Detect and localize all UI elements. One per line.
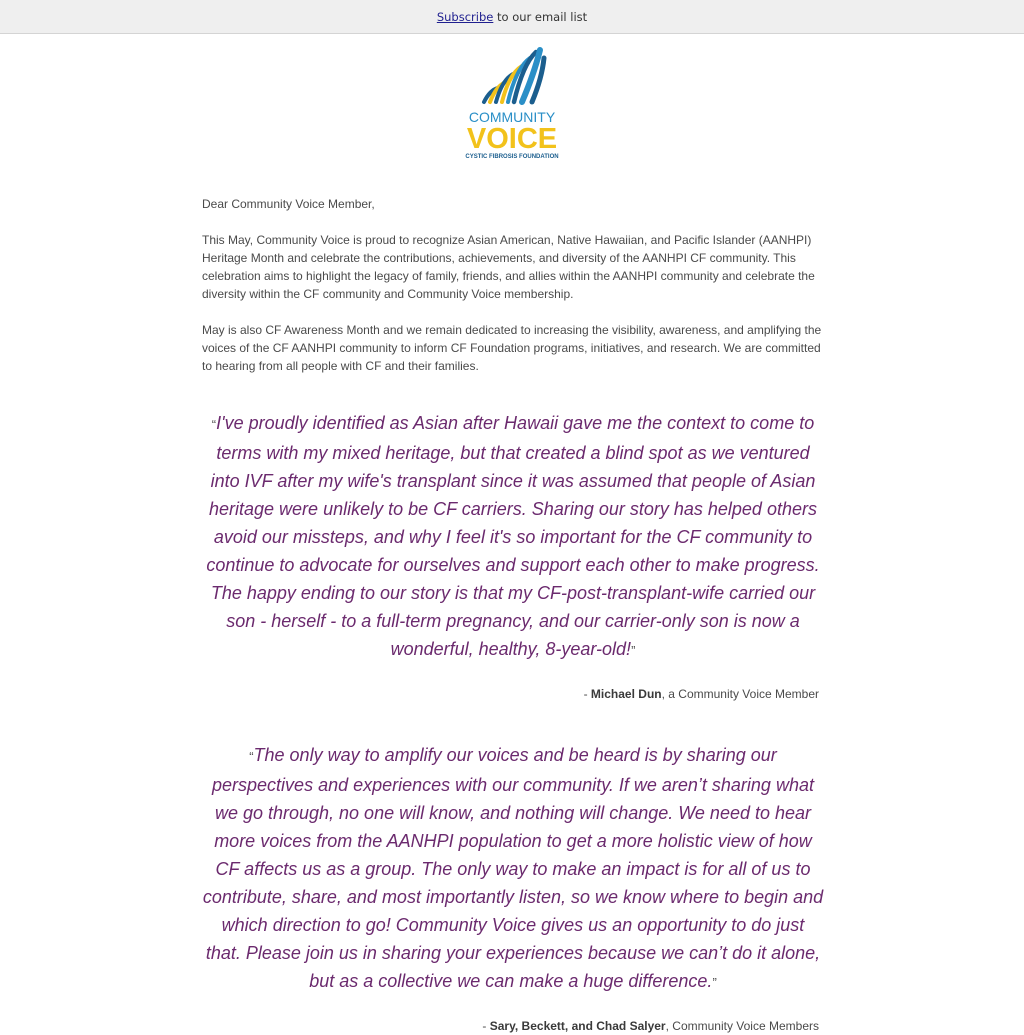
attribution-name: Michael Dun — [590, 687, 662, 701]
open-quote-mark: “ — [249, 749, 254, 764]
quote-attribution — [202, 685, 824, 703]
attribution-suffix: , Community Voice Members — [665, 1019, 819, 1033]
attribution-prefix: - — [482, 1019, 490, 1033]
email-body — [202, 195, 824, 1035]
close-quote-mark: ” — [631, 643, 636, 658]
attribution-prefix: - — [583, 687, 591, 701]
quote-text — [202, 741, 824, 997]
intro-paragraph: This May, Community Voice is proud to recognize Asian American, Native Hawaiian, and Pacific Islander (AANHPI) Heritage Month and celebrate the contributions, achievements, and diversity of the AANHPI CF community. This celebration aims to highlight the legacy of family, friends, and allies within the AANHPI community and celebrate the diversity within the CF community and Community Voice membership. — [202, 233, 815, 301]
subscribe-bar — [0, 0, 1024, 34]
logo-text-voice: VOICE — [466, 123, 558, 155]
attribution-name: Sary, Beckett, and Chad Salyer — [489, 1019, 666, 1033]
subscribe-link[interactable]: Subscribe — [436, 10, 494, 24]
quote-text — [202, 409, 824, 665]
greeting: Dear Community Voice Member, — [202, 197, 375, 211]
logo-graphic — [460, 44, 564, 162]
subscribe-bar-text: to our email list — [493, 10, 588, 24]
awareness-paragraph: May is also CF Awareness Month and we remain dedicated to increasing the visibility, awareness, and amplifying the voices of the CF AANHPI community to inform CF Foundation programs, initiatives, and research. We are committed to hearing from all people with CF and their families. — [202, 323, 822, 373]
quote-attribution — [202, 1017, 824, 1035]
attribution-suffix: , a Community Voice Member — [661, 687, 819, 701]
logo-text-foundation: CYSTIC FIBROSIS FOUNDATION — [465, 154, 559, 160]
quote-block-1 — [202, 409, 824, 703]
quote-body: I've proudly identified as Asian after Hawaii gave me the context to come to terms with my mixed heritage, but that created a blind spot as we ventured into IVF after my wife's transplant since it was assumed that people of Asian heritage were unlikely to be CF carriers. Sharing our story has helped others avoid our missteps, and why I feel it's so important for the CF community to continue to advocate for ourselves and support each other to make progress. The happy ending to our story is that my CF-post-transplant-wife carried our son - herself - to a full-term pregnancy, and our carrier-only son is now a wonderful, healthy, 8-year-old! — [206, 413, 820, 659]
open-quote-mark: “ — [211, 417, 217, 432]
quote-body: The only way to amplify our voices and be heard is by sharing our perspectives and experiences with our community. If we aren’t sharing what we go through, no one will know, and nothing will change. We need to hear more voices from the AANHPI population to get a more holistic view of how CF affects us as a group. The only way to make an impact is for all of us to contribute, share, and most importantly listen, so we know where to begin and which direction to go! Community Voice gives us an opportunity to do just that. Please join us in sharing your experiences because we can’t do it alone, but as a collective we can make a huge difference. — [202, 745, 824, 991]
logo-text-community: COMMUNITY — [468, 109, 556, 125]
close-quote-mark: ” — [712, 975, 717, 990]
quote-block-2 — [202, 741, 824, 1035]
community-voice-logo — [460, 44, 564, 162]
